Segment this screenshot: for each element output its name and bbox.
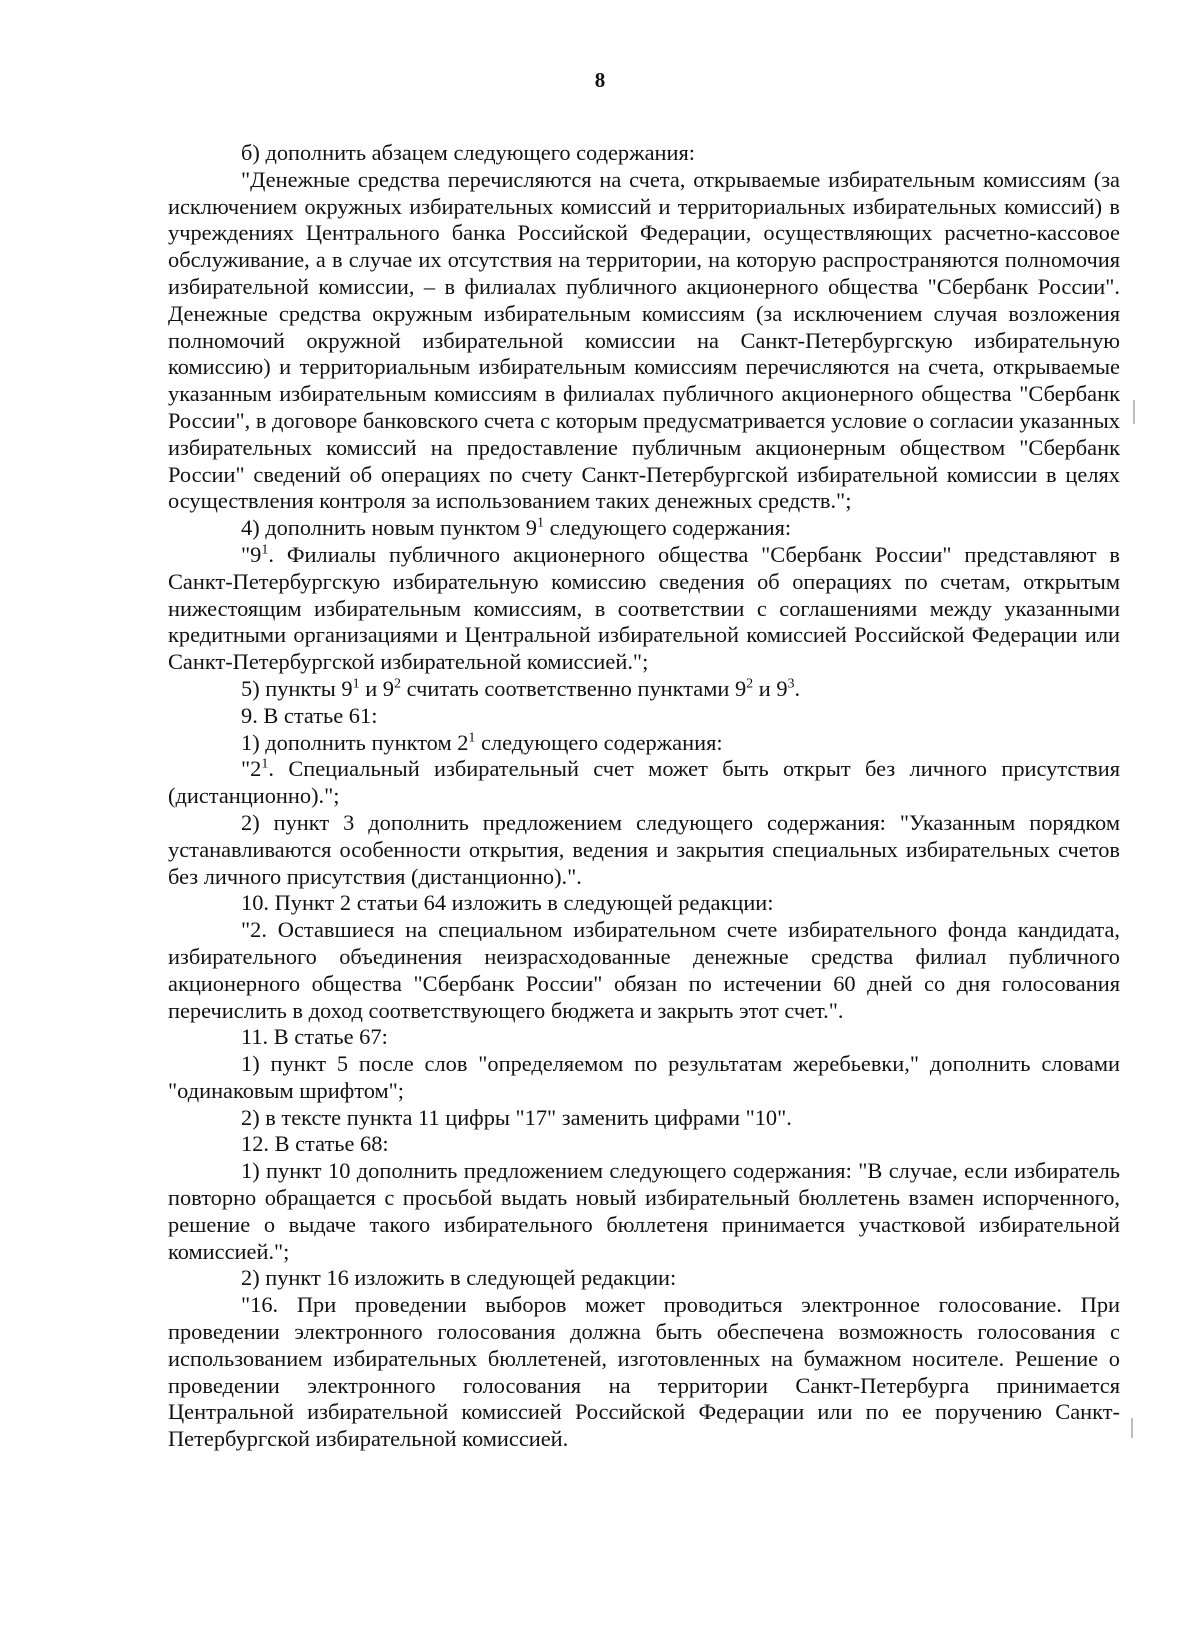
superscript: 1 (352, 676, 360, 692)
text-run: следующего содержания: (475, 729, 723, 755)
paragraph-8 (168, 756, 1120, 810)
page-number: 8 (594, 68, 606, 92)
paragraph-3 (168, 515, 1120, 542)
superscript: 3 (787, 676, 795, 692)
document-body (168, 140, 1120, 1453)
text-run: следующего содержания: (543, 515, 792, 541)
text-run: "9 (241, 541, 262, 567)
superscript: 1 (261, 542, 269, 558)
text-run: . Филиалы публичного акционерного общества "Сбербанк России" представляют в Санкт-Петербургскую избирательную комиссию сведения об операциях по счетам, открытым нижестоящим избирательным комиссиям, в соответствии с соглашениями между указанными кредитными организациями и Центральной избирательной комиссией Российской Федерации или Санкт-Петербургской избирательной комиссией."; (168, 541, 1120, 675)
paragraph-7 (168, 730, 1120, 757)
paragraph-18: "16. При проведении выборов может проводиться электронное голосование. При проведении электронного голосования должна быть обеспечена возможность голосования с использованием избирательных бюллетеней, изготовленных на бумажном носителе. Решение о проведении электронного голосования на территории Санкт-Петербурга принимается Центральной избирательной комиссией Российской Федерации или по ее поручению Санкт-Петербургской избирательной комиссией. (168, 1292, 1120, 1452)
text-run: 4) дополнить новым пунктом 9 (241, 515, 537, 541)
paragraph-4 (168, 542, 1120, 676)
scan-artifact (1131, 1418, 1133, 1438)
paragraph-11: "2. Оставшиеся на специальном избирательном счете избирательного фонда кандидата, избирательного объединения неизрасходованные денежные средства филиал публичного акционерного общества "Сбербанк России" обязан по истечении 60 дней со дня голосования перечислить в доход соответствующего бюджета и закрыть этот счет.". (168, 917, 1120, 1023)
superscript: 1 (261, 756, 269, 772)
paragraph-14: 2) в тексте пункта 11 цифры "17" заменить цифрами "10". (241, 1104, 792, 1130)
text-run: и 9 (359, 675, 394, 701)
paragraph-13: 1) пункт 5 после слов "определяемом по результатам жеребьевки," дополнить словами "одинаковым шрифтом"; (168, 1051, 1120, 1103)
text-run: 5) пункты 9 (241, 675, 353, 701)
superscript: 2 (746, 676, 754, 692)
superscript: 2 (394, 676, 401, 692)
text-run: "2 (241, 756, 262, 782)
paragraph-5 (168, 676, 1120, 703)
paragraph-1: б) дополнить абзацем следующего содержания: (241, 140, 696, 165)
text-run: . (794, 675, 801, 701)
superscript: 1 (536, 515, 544, 531)
scan-artifact (1133, 400, 1135, 424)
text-run: и 9 (753, 675, 788, 701)
paragraph-6: 9. В статье 61: (241, 702, 378, 728)
text-run: считать соответственно пунктами 9 (401, 675, 747, 701)
paragraph-9: 2) пункт 3 дополнить предложением следующего содержания: "Указанным порядком устанавливаются особенности открытия, ведения и закрытия специальных избирательных счетов без личного присутствия (дистанционно).". (168, 809, 1120, 889)
superscript: 1 (468, 730, 476, 746)
paragraph-15: 12. В статье 68: (241, 1131, 389, 1157)
paragraph-10: 10. Пункт 2 статьи 64 изложить в следующей редакции: (241, 890, 774, 916)
paragraph-12: 11. В статье 67: (241, 1024, 388, 1050)
paragraph-2: "Денежные средства перечисляются на счета, открываемые избирательным комиссиям (за исключением окружных избирательных комиссий и территориальных избирательных комиссий) в учреждениях Центрального банка Российской Федерации, осуществляющих расчетно-кассовое обслуживание, а в случае их отсутствия на территории, на которую распространяются полномочия избирательной комиссии, – в филиалах публичного акционерного общества "Сбербанк России". Денежные средства окружным избирательным комиссиям (за исключением случая возложения полномочий окружной избирательной комиссии на Санкт-Петербургскую избирательную комиссию) и территориальным избирательным комиссиям перечисляются на счета, открываемые указанным избирательным комиссиям в филиалах публичного акционерного общества "Сбербанк России", в договоре банковского счета с которым предусматривается условие о согласии указанных избирательных комиссий на предоставление публичным акционерным обществом "Сбербанк России" сведений об операциях по счету Санкт-Петербургской избирательной комиссии в целях осуществления контроля за использованием таких денежных средств."; (168, 166, 1120, 514)
paragraph-17: 2) пункт 16 изложить в следующей редакции: (241, 1265, 677, 1291)
text-run: 1) дополнить пунктом 2 (241, 729, 469, 755)
paragraph-16: 1) пункт 10 дополнить предложением следующего содержания: "В случае, если избиратель повторно обращается с просьбой выдать новый избирательный бюллетень взамен испорченного, решение о выдаче такого избирательного бюллетеня принимается участковой избирательной комиссией."; (168, 1158, 1120, 1264)
text-run: . Специальный избирательный счет может быть открыт без личного присутствия (дистанционно)."; (168, 756, 1120, 809)
